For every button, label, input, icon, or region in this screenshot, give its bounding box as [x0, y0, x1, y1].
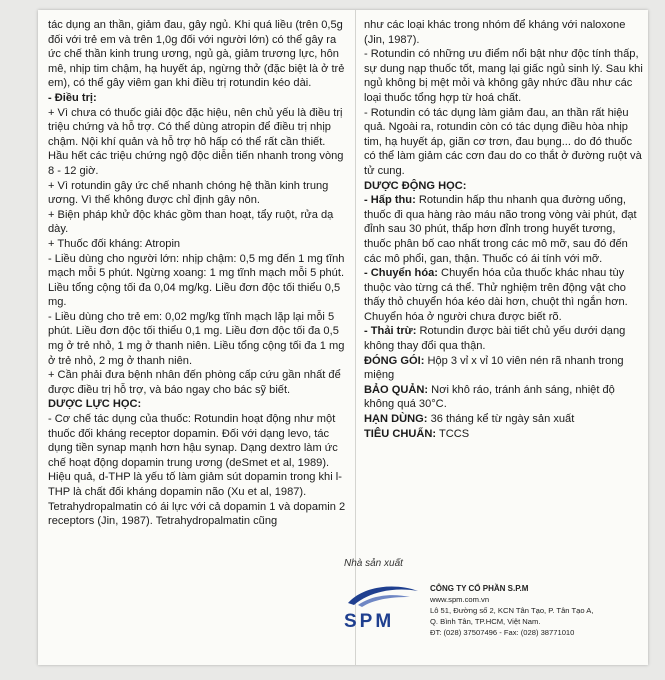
- mechanism-paragraph: - Cơ chế tác dụng của thuốc: Rotundin hoạt động như một thuốc đối kháng receptor dopamin. Đối với dạng levo, tác dụng tiền synap mạnh hơn hậu synap. Dạng dextro làm ức chế hoạt động dopamin trung ương (deSmet et al, 1989). Hiệu quả, d-THP là yếu tố làm giảm sút dopamin trong khi l-THP là chất đối kháng dopamin não (Xu et al, 1987). Tetrahydropalmatin có ái lực với cả dopamin 1 và dopamin 2 receptors (Jin, 1987). Tetrahydropalmatin cũng: [48, 413, 346, 528]
- treatment-point-3: + Biện pháp khử độc khác gồm than hoạt, tẩy ruột, rửa dạ dày.: [48, 208, 334, 236]
- naloxone-continuation: như các loại khác trong nhóm để kháng với naloxone (Jin, 1987).: [364, 19, 626, 46]
- spm-logo: [344, 583, 424, 633]
- adult-dosage: - Liều dùng cho người lớn: nhịp chậm: 0,5 mg đến 1 mg tĩnh mạch mỗi 5 phút. Ngừng xoang: 1 mg tĩnh mạch mỗi 5 phút. Liều tổng cộng tối đa 0,04 mg/kg. Liều đơn độc tối thiểu 0,5 mg.: [48, 252, 345, 309]
- company-website: www.spm.com.vn: [430, 595, 490, 604]
- right-column: [364, 18, 644, 441]
- lead-label: HẠN DÙNG:: [364, 413, 428, 426]
- overdose-paragraph: tác dụng an thần, giảm đau, gây ngủ. Khi quá liều (trên 0,5g đối với trẻ em và trên 1,0g đối với người lớn) có thể gây ra ức chế thần kinh trung ương, ngủ gà, giảm trương lực, hôn mê, nhịp tim chậm, hạ huyết áp, ngừng thở (đặc biệt là ở trẻ em), có thể gây viêm gan khi điều trị rotundin kéo dài.: [48, 19, 345, 90]
- pharmacodynamics-heading: DƯỢC LỰC HỌC:: [48, 398, 142, 411]
- storage-line: BẢO QUẢN: Nơi khô ráo, tránh ánh sáng, nhiệt độ không quá 30°C.: [364, 383, 615, 411]
- advantages-paragraph: - Rotundin có những ưu điểm nổi bật như độc tính thấp, sự dung nạp thuốc tốt, mang lại giấc ngủ sinh lý. Sau khi ngủ không bị mệt mỏi và không gây nhức đầu như các loại thuốc tổng hợp từ hoá chất.: [364, 48, 643, 104]
- treatment-point-1: + Vì chưa có thuốc giải độc đặc hiệu, nên chủ yếu là điều trị triệu chứng và hỗ trợ. Có thể dùng atropin để điều trị nhịp chậm. Nội khí quản và hỗ trợ hô hấp có thể rất cần thiết. Hầu hết các triệu chứng ngộ độc diễn tiến nhanh trong vòng 8 - 12 giờ.: [48, 106, 344, 177]
- company-address-line-1: Lô 51, Đường số 2, KCN Tân Tạo, P. Tân Tạo A,: [430, 606, 594, 615]
- company-name: CÔNG TY CỔ PHẦN S.P.M: [430, 584, 529, 593]
- logo-wordmark: SPM: [344, 611, 395, 632]
- treatment-heading: - Điều trị:: [48, 91, 97, 104]
- left-column: [48, 18, 348, 529]
- lead-label: - Hấp thu:: [364, 194, 416, 207]
- effects-paragraph: - Rotundin có tác dụng làm giảm đau, an thần rất hiệu quả. Ngoài ra, rotundin còn có tác dụng điều hòa nhịp tim, hạ huyết áp, giãn cơ trơn, đau bụng... do đó thuốc có thể làm giảm các cơn đau do co thắt ở đường ruột và tử cung.: [364, 106, 642, 177]
- shelf-life-line: HẠN DÙNG: 36 tháng kể từ ngày sản xuất: [364, 413, 575, 426]
- emergency-note: + Cần phải đưa bệnh nhân đến phòng cấp cứu gần nhất để được điều trị hỗ trợ, và báo ngay cho bác sỹ biết.: [48, 369, 341, 396]
- logo-swoosh-icon: [344, 583, 422, 609]
- lead-label: - Thải trừ:: [364, 325, 417, 338]
- antagonist-line: + Thuốc đối kháng: Atropin: [48, 237, 181, 250]
- pharmacokinetics-heading: DƯỢC ĐỘNG HỌC:: [364, 179, 467, 192]
- absorption-paragraph: - Hấp thu: Rotundin hấp thu nhanh qua đường uống, thuốc đi qua hàng rào máu não trong vòng vài phút, đạt đỉnh sau 30 phút, thấp hơn đỉnh trong huyết tương, thuốc phân bố cao nhất trong các mô mỡ, sau đó đến các mô phổi, gan, thận. Thuốc có ái tính với mỡ.: [364, 194, 637, 265]
- metabolism-paragraph: - Chuyển hóa: Chuyển hóa của thuốc khác nhau tùy thuộc vào từng cá thể. Thử nghiệm trên động vật cho thấy thỏ chuyển hóa kéo dài hơn, chuột thì ngắn hơn. Chuyển hóa ở người chưa được biết rõ.: [364, 267, 628, 323]
- lead-label: BẢO QUẢN:: [364, 383, 429, 396]
- company-phone: ĐT: (028) 37507496 - Fax: (028) 38771010: [430, 628, 575, 637]
- packaging-line: ĐÓNG GÓI: Hộp 3 vỉ x vỉ 10 viên nén rã nhanh trong miệng: [364, 354, 624, 382]
- manufacturer-info: [430, 583, 593, 638]
- leaflet-sheet: [38, 10, 648, 665]
- company-address-line-2: Q. Bình Tân, TP.HCM, Việt Nam.: [430, 617, 541, 626]
- lead-label: TIÊU CHUẨN:: [364, 427, 437, 440]
- lead-label: ĐÓNG GÓI:: [364, 354, 425, 367]
- child-dosage: - Liều dùng cho trẻ em: 0,02 mg/kg tĩnh mạch lặp lại mỗi 5 phút. Liều đơn độc tối thiểu 0,1 mg. Liều đơn độc tối đa 0,5 mg ở trẻ nhỏ, 1 mg ở thanh niên. Liều tổng cộng tối đa 1 mg ở trẻ nhỏ, 2 mg ở thanh niên.: [48, 310, 345, 367]
- standard-line: TIÊU CHUẨN: TCCS: [364, 427, 470, 440]
- excretion-paragraph: - Thải trừ: Rotundin được bài tiết chủ yếu dưới dạng không thay đổi qua thận.: [364, 325, 626, 353]
- manufacturer-caption: Nhà sản xuất: [344, 558, 403, 569]
- treatment-point-2: + Vì rotundin gây ức chế nhanh chóng hệ thần kinh trung ương. Vì thế không được chỉ định gây nôn.: [48, 179, 329, 207]
- manufacturer-block: [338, 558, 638, 638]
- lead-label: - Chuyển hóa:: [364, 267, 438, 280]
